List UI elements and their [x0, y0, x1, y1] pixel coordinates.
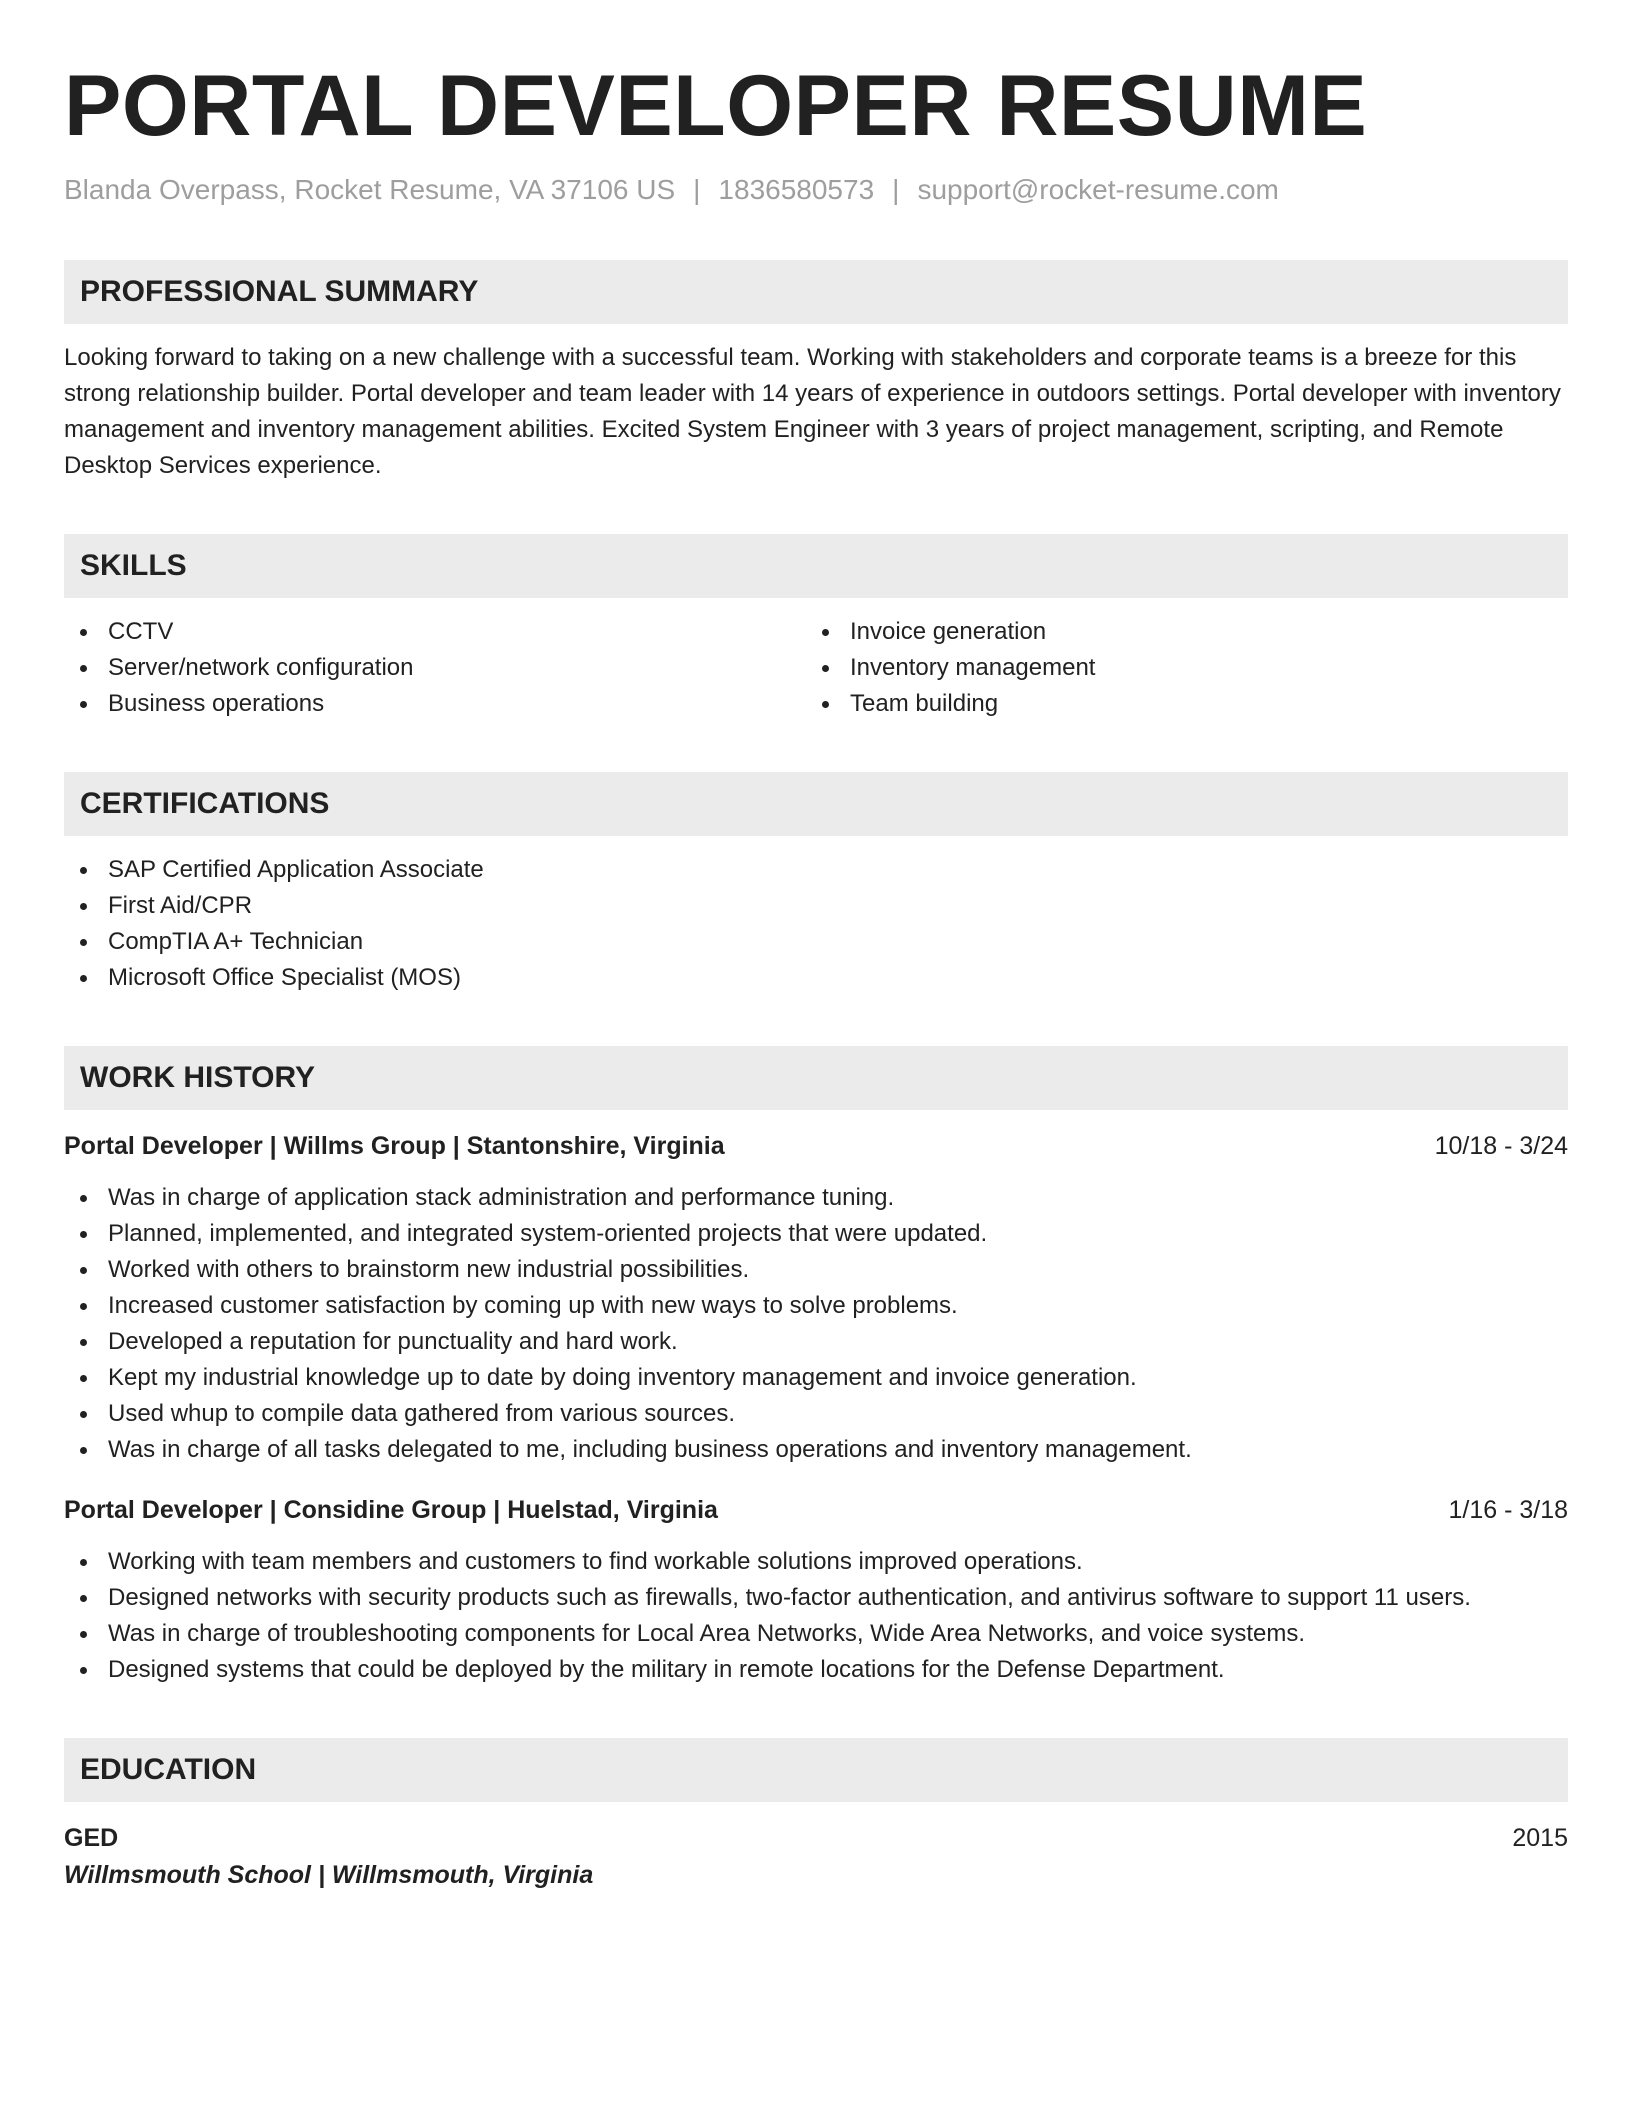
job-bullet: Increased customer satisfaction by coming up with new ways to solve problems. [64, 1288, 1568, 1324]
job-bullet: Was in charge of application stack administration and performance tuning. [64, 1180, 1568, 1216]
job-bullet: Used whup to compile data gathered from various sources. [64, 1396, 1568, 1432]
section-heading-work-history: WORK HISTORY [64, 1046, 1568, 1110]
job-header [64, 1492, 1568, 1528]
job-title: Portal Developer | Considine Group | Huelstad, Virginia [64, 1496, 718, 1524]
job-header [64, 1128, 1568, 1164]
job-bullet: Working with team members and customers to find workable solutions improved operations. [64, 1544, 1568, 1580]
contact-separator: | [693, 174, 701, 205]
contact-phone: 1836580573 [718, 174, 875, 205]
resume-page [64, 56, 1568, 1894]
job-bullet: Was in charge of all tasks delegated to me, including business operations and inventory management. [64, 1432, 1568, 1468]
section-heading-certifications: CERTIFICATIONS [64, 772, 1568, 836]
skill-item: CCTV [64, 614, 806, 650]
skill-item: Server/network configuration [64, 650, 806, 686]
job-bullet: Planned, implemented, and integrated system-oriented projects that were updated. [64, 1216, 1568, 1252]
job-title: Portal Developer | Willms Group | Stantonshire, Virginia [64, 1132, 725, 1160]
education-school: Willmsmouth School | Willmsmouth, Virginia [64, 1861, 594, 1889]
section-heading-summary: PROFESSIONAL SUMMARY [64, 260, 1568, 324]
certifications-list [64, 852, 1568, 996]
skills-column-left [64, 614, 806, 722]
section-heading-skills: SKILLS [64, 534, 1568, 598]
job-bullet: Was in charge of troubleshooting components for Local Area Networks, Wide Area Networks, and voice systems. [64, 1616, 1568, 1652]
contact-email: support@rocket-resume.com [917, 174, 1279, 205]
skill-item: Inventory management [806, 650, 1548, 686]
job-bullet: Kept my industrial knowledge up to date by doing inventory management and invoice generation. [64, 1360, 1568, 1396]
job-dates: 1/16 - 3/18 [1448, 1496, 1568, 1524]
education-degree: GED [64, 1824, 119, 1852]
skills-list [64, 614, 1568, 722]
job-bullet: Worked with others to brainstorm new industrial possibilities. [64, 1252, 1568, 1288]
job-bullet: Developed a reputation for punctuality and hard work. [64, 1324, 1568, 1360]
contact-address: Blanda Overpass, Rocket Resume, VA 37106 US [64, 174, 676, 205]
education-header [64, 1820, 1568, 1856]
job-bullets [64, 1544, 1568, 1688]
contact-separator: | [892, 174, 900, 205]
job-dates: 10/18 - 3/24 [1434, 1132, 1568, 1160]
certification-item: First Aid/CPR [64, 888, 1568, 924]
contact-line [64, 172, 1568, 208]
certification-item: CompTIA A+ Technician [64, 924, 1568, 960]
certification-item: SAP Certified Application Associate [64, 852, 1568, 888]
job-bullet: Designed networks with security products such as firewalls, two-factor authentication, and antivirus software to support 11 users. [64, 1580, 1568, 1616]
section-heading-education: EDUCATION [64, 1738, 1568, 1802]
skill-item: Business operations [64, 686, 806, 722]
skill-item: Invoice generation [806, 614, 1548, 650]
summary-text: Looking forward to taking on a new challenge with a successful team. Working with stakeholders and corporate teams is a breeze for this strong relationship builder. Portal developer and team leader with 14 years of experience in outdoors settings. Portal developer with inventory management and inventory management abilities. Excited System Engineer with 3 years of project management, scripting, and Remote Desktop Services experience. [64, 344, 1561, 479]
job-entry [64, 1128, 1568, 1468]
skills-column-right [806, 614, 1548, 722]
skill-item: Team building [806, 686, 1548, 722]
job-bullet: Designed systems that could be deployed by the military in remote locations for the Defense Department. [64, 1652, 1568, 1688]
resume-title: PORTAL DEVELOPER RESUME [64, 58, 1368, 154]
job-bullets [64, 1180, 1568, 1468]
certification-item: Microsoft Office Specialist (MOS) [64, 960, 1568, 996]
education-year: 2015 [1512, 1824, 1568, 1852]
job-entry [64, 1492, 1568, 1688]
